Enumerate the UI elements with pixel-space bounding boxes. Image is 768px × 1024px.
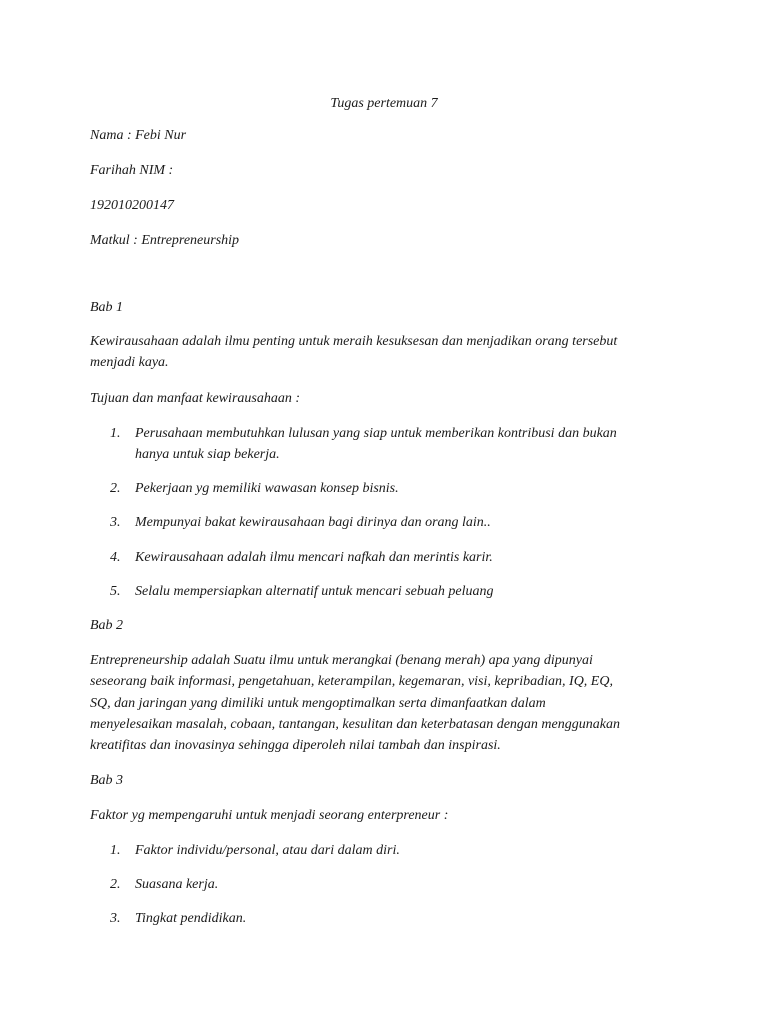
bab1-list-intro: Tujuan dan manfaat kewirausahaan : — [90, 391, 301, 406]
document-title: Tugas pertemuan 7 — [330, 96, 438, 111]
list-item-text: Pekerjaan yg memiliki wawasan konsep bisnis. — [135, 481, 399, 496]
header-matkul: Matkul : Entrepreneurship — [90, 233, 240, 248]
list-item-number: 1. — [110, 426, 121, 441]
list-item-number: 4. — [110, 550, 121, 565]
list-item-text: Suasana kerja. — [135, 877, 219, 892]
bab2-heading: Bab 2 — [90, 618, 124, 633]
bab3-heading: Bab 3 — [90, 773, 124, 788]
bab2-paragraph-line: menyelesaikan masalah, cobaan, tantangan, kesulitan dan keterbatasan dengan menggunakan — [90, 717, 620, 732]
list-item-text: Tingkat pendidikan. — [135, 911, 247, 926]
list-item-line: Perusahaan membutuhkan lulusan yang siap untuk memberikan kontribusi dan bukan — [135, 426, 617, 441]
list-item-number: 2. — [110, 877, 121, 892]
list-item-number: 2. — [110, 481, 121, 496]
bab2-paragraph-line: Entrepreneurship adalah Suatu ilmu untuk merangkai (benang merah) apa yang dipunyai — [90, 653, 593, 668]
bab2-paragraph-line: seseorang baik informasi, pengetahuan, keterampilan, kegemaran, visi, kepribadian, IQ, EQ, — [90, 674, 613, 689]
list-item-line: hanya untuk siap bekerja. — [135, 447, 280, 462]
bab3-list-intro: Faktor yg mempengaruhi untuk menjadi seorang enterpreneur : — [90, 808, 449, 823]
header-nim-value: 192010200147 — [90, 198, 174, 213]
list-item-number: 5. — [110, 584, 121, 599]
list-item-number: 3. — [110, 911, 121, 926]
list-item-text: Faktor individu/personal, atau dari dalam diri. — [135, 843, 400, 858]
list-item-text: Kewirausahaan adalah ilmu mencari nafkah dan merintis karir. — [135, 550, 493, 565]
bab1-paragraph-line1: Kewirausahaan adalah ilmu penting untuk meraih kesuksesan dan menjadikan orang tersebut — [90, 334, 618, 349]
bab1-paragraph-line2: menjadi kaya. — [90, 355, 169, 370]
bab2-paragraph-line: kreatifitas dan inovasinya sehingga diperoleh nilai tambah dan inspirasi. — [90, 738, 501, 753]
header-farihah-nim: Farihah NIM : — [90, 163, 174, 178]
bab2-paragraph-line: SQ, dan jaringan yang dimiliki untuk mengoptimalkan serta dimanfaatkan dalam — [90, 696, 546, 711]
list-item-number: 3. — [110, 515, 121, 530]
header-nama: Nama : Febi Nur — [90, 128, 187, 143]
list-item-number: 1. — [110, 843, 121, 858]
list-item-text: Selalu mempersiapkan alternatif untuk mencari sebuah peluang — [135, 584, 494, 599]
list-item-text — [135, 423, 680, 465]
list-item-text: Mempunyai bakat kewirausahaan bagi dirinya dan orang lain.. — [135, 515, 491, 530]
bab1-heading: Bab 1 — [90, 300, 124, 315]
